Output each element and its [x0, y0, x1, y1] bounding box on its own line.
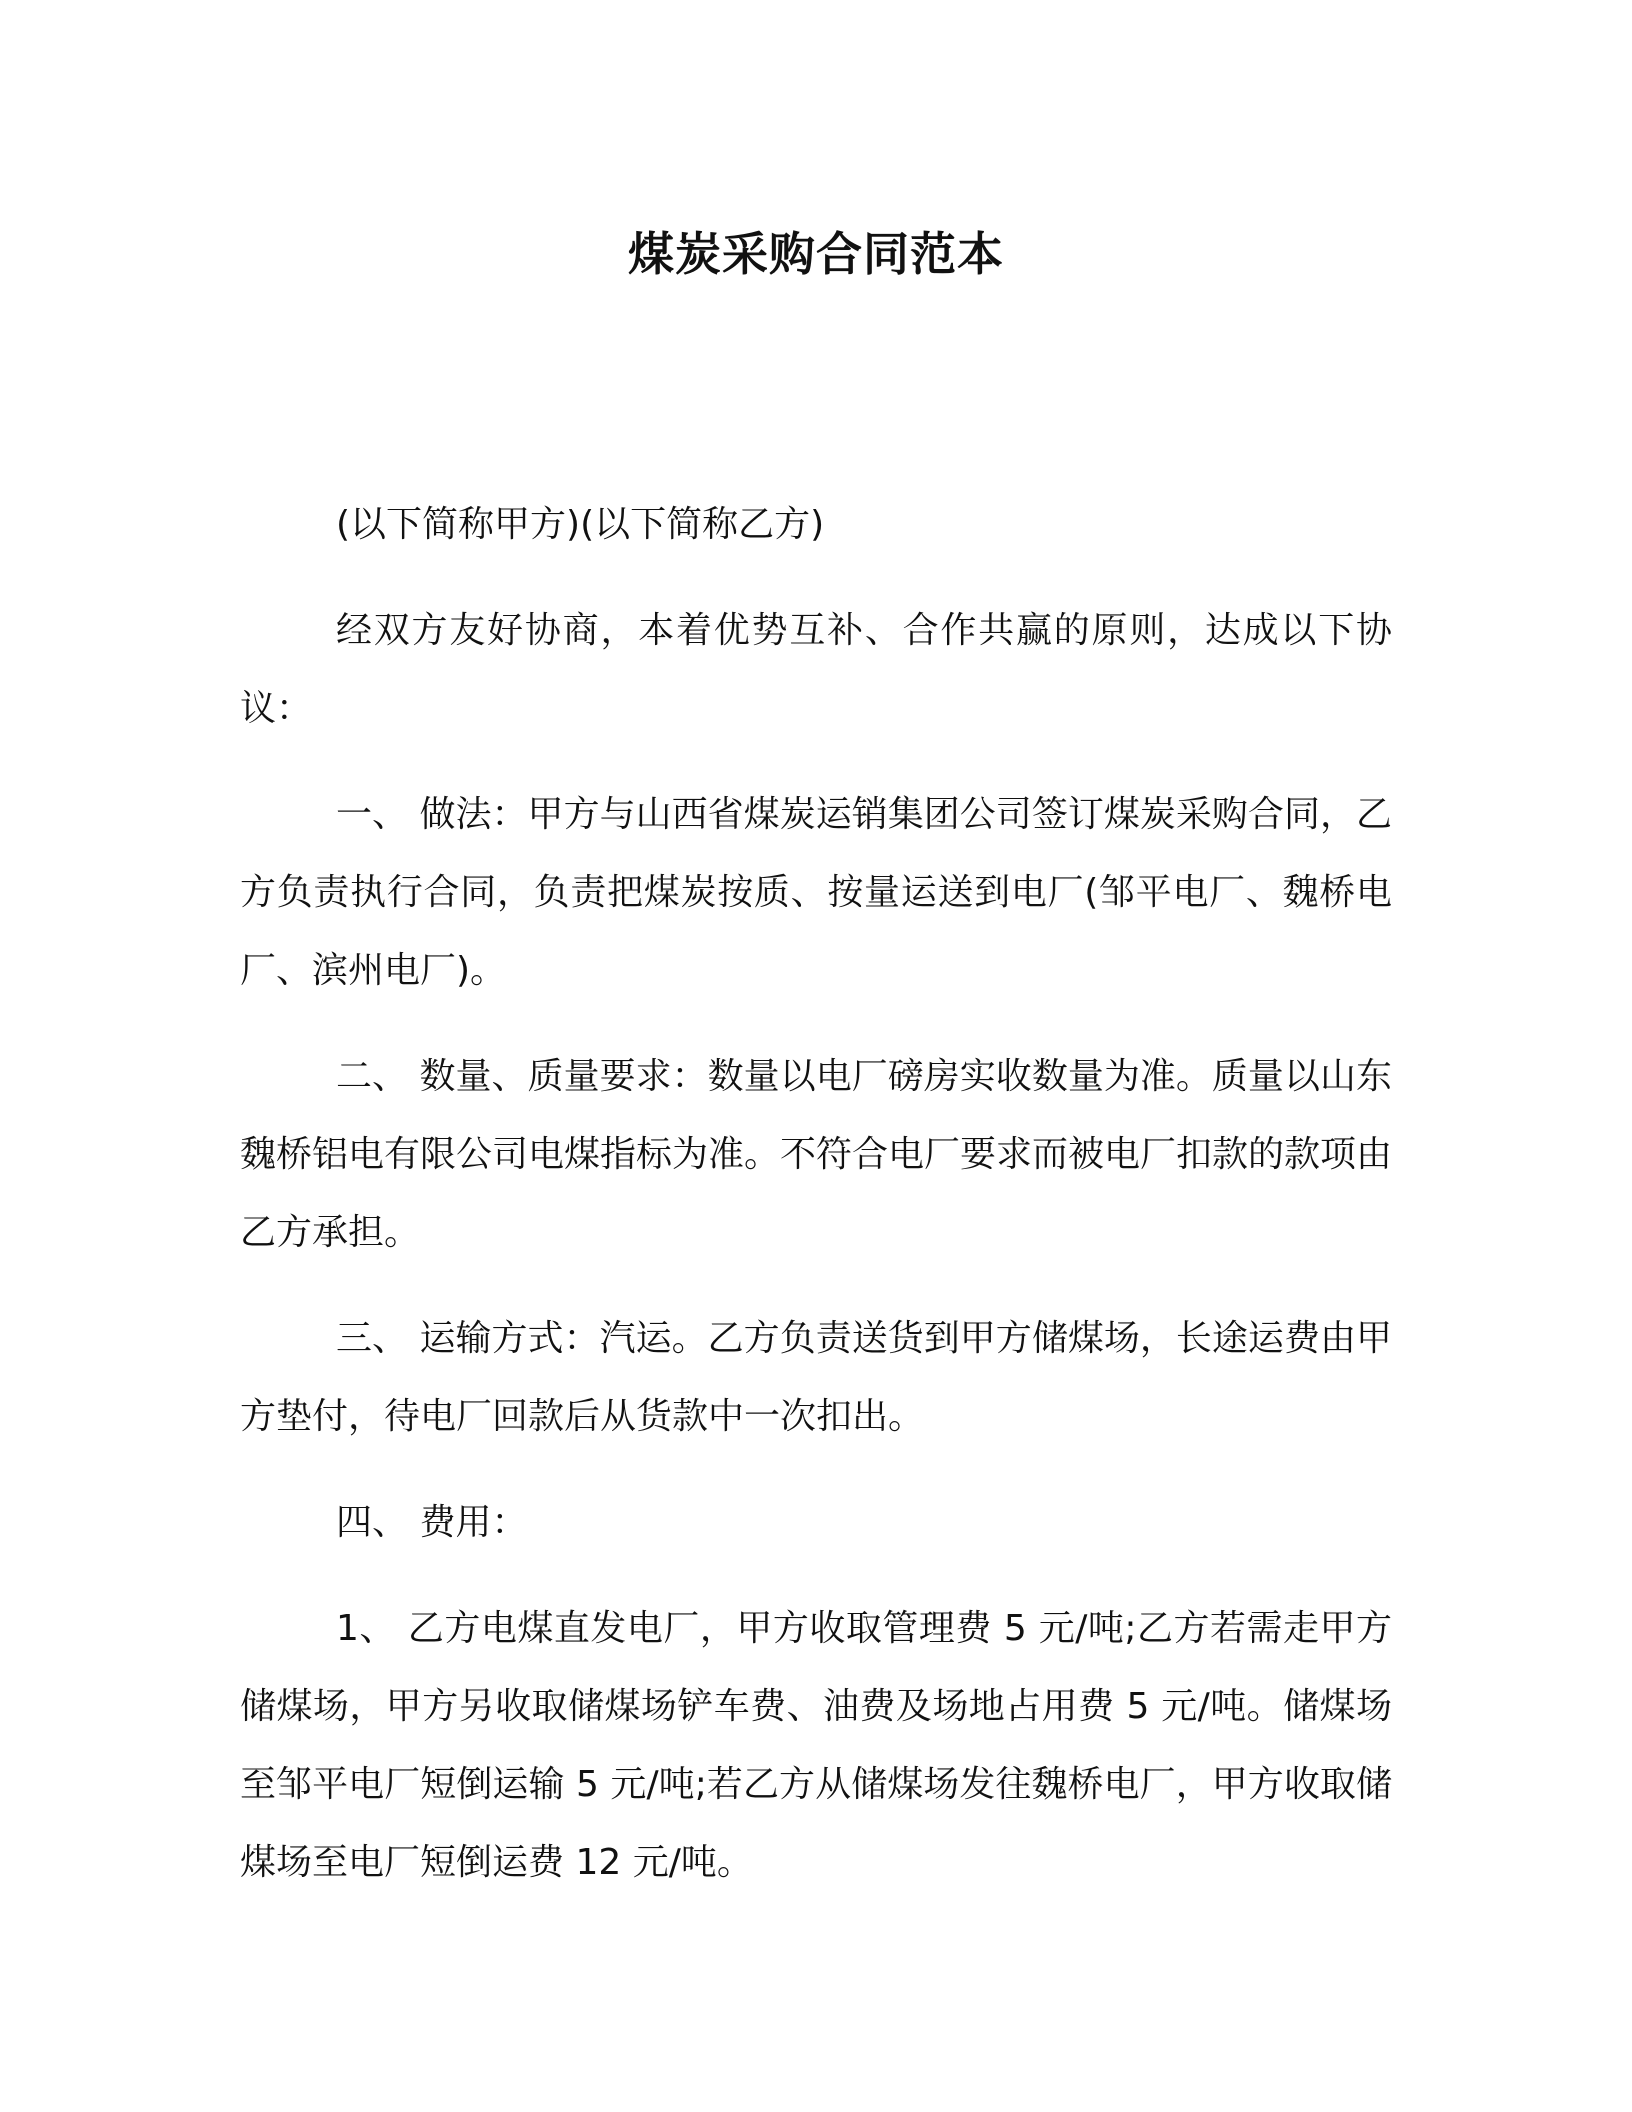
- parties-paragraph: (以下简称甲方)(以下简称乙方): [336, 504, 825, 545]
- clause-fees-item-1: 1、 乙方电煤直发电厂，甲方收取管理费 5 元/吨;乙方若需走甲方储煤场，甲方另收取储煤场铲车费、油费及场地占用费 5 元/吨。储煤场至邹平电厂短倒运输 5 元/吨;若乙方从储煤场发往魏桥电厂，甲方收取储煤场至电厂短倒运费 12 元/吨。: [240, 1608, 1392, 1883]
- document-body: [240, 486, 1392, 1930]
- clause-method: 一、 做法：甲方与山西省煤炭运销集团公司签订煤炭采购合同，乙方负责执行合同，负责把煤炭按质、按量运送到电厂(邹平电厂、魏桥电厂、滨州电厂)。: [240, 794, 1392, 991]
- document-title: 煤炭采购合同范本: [628, 227, 1004, 281]
- clause-fees-heading: 四、 费用：: [336, 1502, 528, 1543]
- preamble-paragraph: 经双方友好协商，本着优势互补、合作共赢的原则，达成以下协议：: [240, 610, 1392, 729]
- clause-quantity-quality: 二、 数量、质量要求：数量以电厂磅房实收数量为准。质量以山东魏桥铝电有限公司电煤指标为准。不符合电厂要求而被电厂扣款的款项由乙方承担。: [240, 1056, 1393, 1253]
- clause-transport: 三、 运输方式：汽运。乙方负责送货到甲方储煤场，长途运费由甲方垫付，待电厂回款后从货款中一次扣出。: [240, 1318, 1392, 1437]
